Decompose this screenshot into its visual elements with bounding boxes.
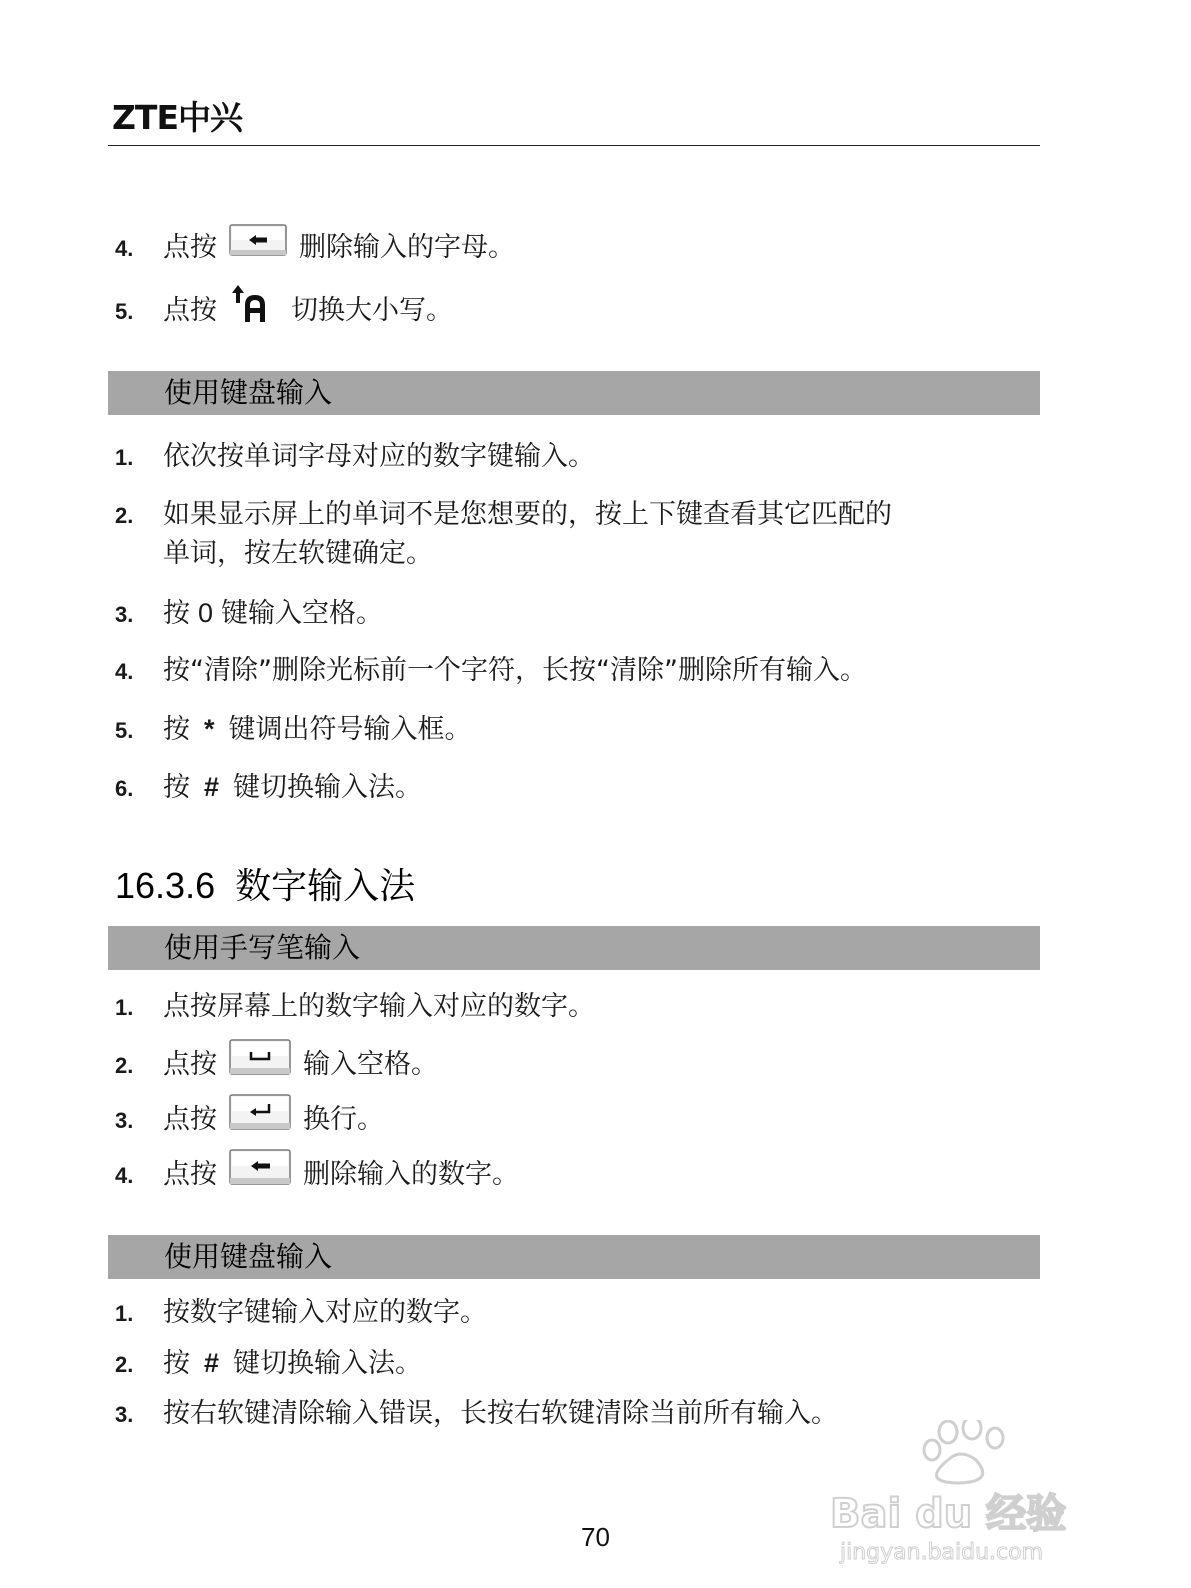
item-number: 1. xyxy=(115,445,134,470)
subsection-heading: 使用手写笔输入 xyxy=(164,931,361,964)
item-text: 按“清除”删除光标前一个字符，长按“清除”删除所有输入。 xyxy=(163,655,867,686)
list-item xyxy=(115,496,1045,573)
item-text: 如果显示屏上的单词不是您想要的，按上下键查看其它匹配的 xyxy=(163,499,892,530)
list-item xyxy=(115,710,1045,750)
shift-case-icon xyxy=(229,283,279,334)
item-number: 3. xyxy=(115,602,134,627)
list-item xyxy=(115,652,1045,691)
list-item xyxy=(115,594,1045,634)
item-text: 按 xyxy=(163,598,190,629)
page-number: 70 xyxy=(581,1522,610,1552)
item-text: 按右软键清除输入错误，长按右软键清除当前所有输入。 xyxy=(163,1398,838,1429)
backspace-key-icon xyxy=(229,1149,291,1196)
item-text: 点按 xyxy=(163,1104,217,1135)
item-number: 4. xyxy=(115,236,134,261)
list-item xyxy=(115,286,1045,337)
item-number: 4. xyxy=(115,1163,134,1188)
space-key-icon xyxy=(229,1039,291,1086)
list-item xyxy=(115,1042,1045,1089)
watermark-brand: Bai du 经验 xyxy=(830,1491,1067,1537)
item-number: 1. xyxy=(115,995,134,1020)
backspace-key-icon xyxy=(229,224,287,267)
item-text: 删除输入的数字。 xyxy=(303,1159,519,1190)
item-text: 键调出符号输入框。 xyxy=(228,714,472,745)
item-text: 键输入空格。 xyxy=(221,598,384,629)
item-text: 删除输入的字母。 xyxy=(299,232,515,263)
section-title xyxy=(115,862,415,911)
list-item xyxy=(115,1097,1045,1144)
key-label: * xyxy=(204,714,215,744)
watermark-url: jingyan.baidu.com xyxy=(840,1540,1044,1565)
list-item xyxy=(115,1344,1045,1384)
section-number: 16.3.6 xyxy=(115,865,216,906)
list-item xyxy=(115,1294,1045,1333)
subsection-heading-band xyxy=(108,1235,1040,1279)
header-divider xyxy=(108,145,1040,146)
list-item xyxy=(115,768,1045,808)
item-text: 换行。 xyxy=(303,1104,384,1135)
section-title-text: 数字输入法 xyxy=(235,866,416,907)
item-text: 按 xyxy=(163,714,190,745)
item-text: 输入空格。 xyxy=(303,1049,438,1080)
item-text: 依次按单词字母对应的数字键输入。 xyxy=(163,441,595,472)
item-number: 1. xyxy=(115,1301,134,1326)
item-text: 点按 xyxy=(163,1049,217,1080)
key-label: # xyxy=(204,772,220,802)
key-label: # xyxy=(204,1348,220,1378)
list-item xyxy=(115,438,1045,477)
list-item xyxy=(115,227,1045,270)
item-number: 5. xyxy=(115,718,134,743)
enter-key-icon xyxy=(229,1094,291,1141)
item-text: 点按屏幕上的数字输入对应的数字。 xyxy=(163,991,595,1022)
baidu-watermark xyxy=(830,1420,1160,1580)
item-text: 键切换输入法。 xyxy=(233,1348,423,1379)
item-number: 2. xyxy=(115,1352,134,1377)
list-item xyxy=(115,988,1045,1027)
item-number: 4. xyxy=(115,659,134,684)
item-number: 2. xyxy=(115,1053,134,1078)
key-label: 0 xyxy=(198,598,214,628)
item-text: 按数字键输入对应的数字。 xyxy=(163,1297,487,1328)
item-text: 按 xyxy=(163,1348,190,1379)
subsection-heading-band xyxy=(108,371,1040,415)
item-number: 3. xyxy=(115,1402,134,1427)
item-text: 点按 xyxy=(163,232,217,263)
item-text: 切换大小写。 xyxy=(291,295,453,326)
subsection-heading: 使用键盘输入 xyxy=(164,1240,333,1273)
zte-logo: ZTE中兴 xyxy=(112,98,242,137)
item-text: 点按 xyxy=(163,1159,217,1190)
item-number: 5. xyxy=(115,299,134,324)
item-text: 点按 xyxy=(163,295,217,326)
item-number: 6. xyxy=(115,776,134,801)
item-number: 3. xyxy=(115,1108,134,1133)
item-text-continued: 单词，按左软键确定。 xyxy=(163,538,433,569)
subsection-heading: 使用键盘输入 xyxy=(164,376,333,409)
list-item xyxy=(115,1152,1045,1199)
subsection-heading-band xyxy=(108,926,1040,970)
item-text: 键切换输入法。 xyxy=(233,772,423,803)
item-text: 按 xyxy=(163,772,190,803)
item-number: 2. xyxy=(115,503,134,528)
